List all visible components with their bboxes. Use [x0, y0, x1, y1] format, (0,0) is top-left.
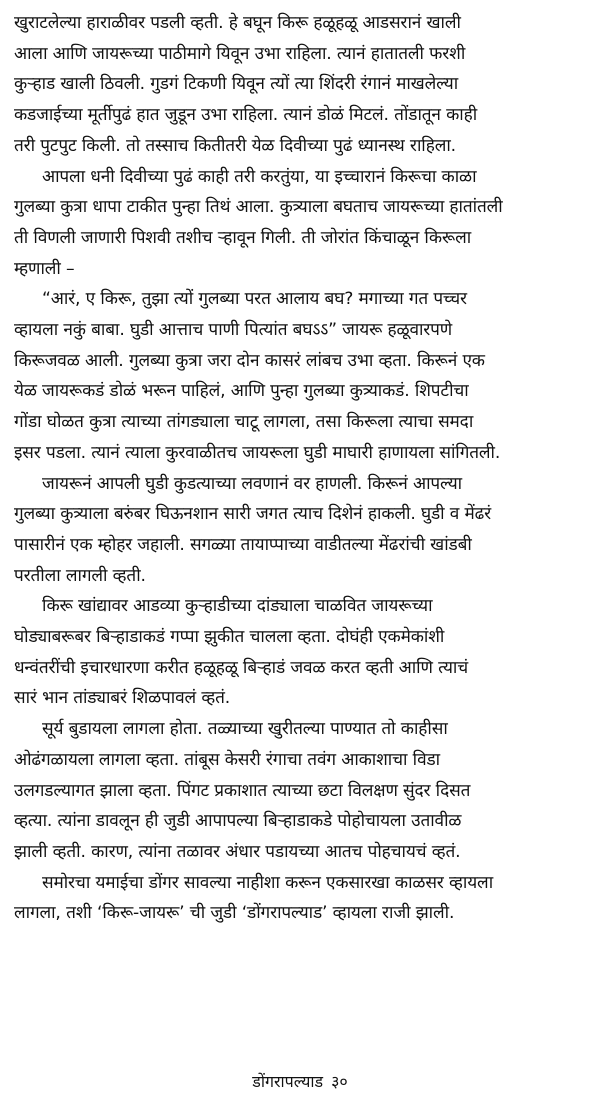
text-line: धन्वंतरींची इचारधारणा करीत हळूहळू बिऱ्हाडं जवळ करत व्हती आणि त्याचं	[14, 657, 468, 678]
text-line: झाली व्हती. कारण, त्यांना तळावर अंधार पडायच्या आतच पोहचायचं व्हतं.	[14, 841, 461, 862]
text-line: गोंडा घोळत कुत्रा त्याच्या तांगड्याला चाटू लागला, तसा किरूला त्याचा समदा	[14, 412, 474, 433]
text-line: किरूजवळ आली. गुलब्या कुत्रा जरा दोन कासरं लांबच उभा व्हता. किरूनं एक	[14, 350, 485, 371]
text-line: गुलब्या कुत्रा धापा टाकीत पुन्हा तिथं आला. कुत्र्याला बघताच जायरूच्या हातांतली	[14, 197, 503, 218]
paragraph	[14, 591, 586, 714]
paragraph	[14, 284, 586, 468]
page-footer	[0, 1070, 600, 1094]
text-line: व्हायला नकुं बाबा. घुडी आत्ताच पाणी पित्यांत बघऽऽ” जायरू हळूवारपणे	[14, 320, 453, 341]
text-line: ओढंगळायला लागला व्हता. तांबूस केसरी रंगाचा तवंग आकाशाचा विडा	[14, 749, 440, 770]
text-line: उलगडल्यागत झाला व्हता. पिंगट प्रकाशात त्याच्या छटा विलक्षण सुंदर दिसत	[14, 780, 471, 801]
text-line: जायरूनं आपली घुडी कुडत्याच्या लवणानं वर हाणली. किरूनं आपल्या	[42, 473, 462, 494]
book-title: डोंगरापल्याड	[252, 1072, 324, 1091]
text-line: खुराटलेल्या हाराळीवर पडली व्हती. हे बघून किरू हळूहळू आडसरानं खाली	[14, 13, 461, 33]
text-line: सारं भान तांड्याबरं शिळपावलं व्हतं.	[14, 688, 231, 709]
text-line: किरू खांद्यावर आडव्या कुऱ्हाडीच्या दांड्याला चाळवित जायरूच्या	[42, 596, 433, 617]
text-line: आपला धनी दिवीच्या पुढं काही तरी करतुंया, या इच्चारानं किरूचा काळा	[42, 166, 477, 187]
text-line: घोड्याबरूबर बिऱ्हाडाकडं गप्पा झुकीत चालला व्हता. दोघंही एकमेकांशी	[14, 627, 445, 648]
text-line: समोरचा यमाईचा डोंगर सावल्या नाहीशा करून एकसारखा काळसर व्हायला	[42, 872, 494, 893]
text-line: गुलब्या कुत्र्याला बरुंबर घिऊनशान सारी जगत त्याच दिशेनं हाकली. घुडी व मेंढरं	[14, 504, 492, 525]
paragraph	[14, 162, 586, 285]
paragraph	[14, 469, 586, 592]
text-line: व्हत्या. त्यांना डावलून ही जुडी आपापल्या बिऱ्हाडाकडे पोहोचायला उतावीळ	[14, 811, 462, 832]
text-line: कुऱ्हाड खाली ठिवली. गुडगं टिकणी यिवून त्यों त्या शिंदरी रंगानं माखलेल्या	[14, 74, 459, 95]
page-number: ३०	[331, 1072, 348, 1091]
body-text	[14, 8, 586, 929]
text-line: इसर पडला. त्यानं त्याला कुरवाळीतच जायरूला घुडी माघारी हाणायला सांगितली.	[14, 442, 501, 463]
text-line: तरी पुटपुट किली. तो तस्साच कितीतरी येळ दिवीच्या पुढं ध्यानस्थ राहिला.	[14, 135, 456, 156]
text-line: कडजाईच्या मूर्तीपुढं हात जुडून उभा राहिला. त्यानं डोळं मिटलं. तोंडातून काही	[14, 105, 478, 126]
text-line: लागला, तशी ‘किरू-जायरू’ ची जुडी ‘डोंगरापल्याड’ व्हायला राजी झाली.	[14, 903, 455, 924]
text-line: ती विणली जाणारी पिशवी तशीच ऱ्हावून गिली. ती जोरांत किंचाळून किरूला	[14, 227, 472, 248]
text-line: पासारीनं एक म्होहर जहाली. सगळ्या तायाप्पाच्या वाडीतल्या मेंढरांची खांडबी	[14, 534, 472, 555]
text-line: येळ जायरूकडं डोळं भरून पाहिलं, आणि पुन्हा गुलब्या कुत्र्याकडं. शिपटीचा	[14, 381, 469, 402]
text-line: “आरं, ए किरू, तुझा त्यों गुलब्या परत आलाय बघ? मगाच्या गत पच्चर	[42, 289, 467, 310]
paragraph	[14, 868, 586, 929]
paragraph	[14, 8, 586, 162]
paragraph	[14, 714, 586, 868]
text-line: सूर्य बुडायला लागला होता. तळ्याच्या खुरीतल्या पाण्यात तो काहीसा	[42, 719, 448, 740]
text-line: परतीला लागली व्हती.	[14, 565, 146, 586]
text-line: म्हणाली –	[14, 258, 75, 279]
text-line: आला आणि जायरूच्या पाठीमागे यिवून उभा राहिला. त्यानं हातातली फरशी	[14, 43, 466, 64]
